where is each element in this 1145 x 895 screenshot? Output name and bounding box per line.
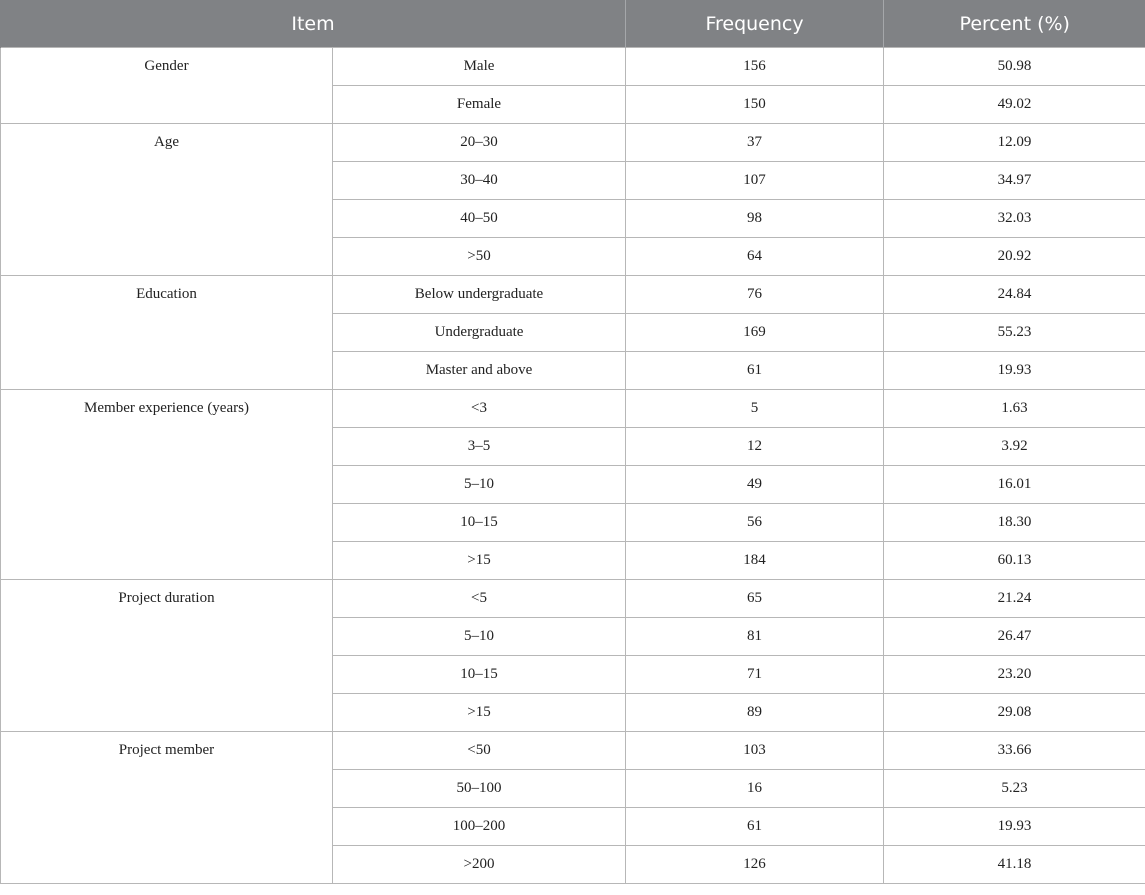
frequency-cell: 126 bbox=[626, 846, 884, 884]
table-row bbox=[1, 48, 1145, 86]
frequency-cell: 184 bbox=[626, 542, 884, 580]
frequency-cell: 156 bbox=[626, 48, 884, 86]
percent-cell: 55.23 bbox=[884, 314, 1145, 352]
percent-cell: 49.02 bbox=[884, 86, 1145, 124]
percent-cell: 16.01 bbox=[884, 466, 1145, 504]
subcategory-cell: 50–100 bbox=[333, 770, 626, 808]
subcategory-cell: Master and above bbox=[333, 352, 626, 390]
subcategory-cell: 5–10 bbox=[333, 466, 626, 504]
frequency-cell: 71 bbox=[626, 656, 884, 694]
frequency-cell: 61 bbox=[626, 808, 884, 846]
frequency-cell: 56 bbox=[626, 504, 884, 542]
subcategory-cell: <5 bbox=[333, 580, 626, 618]
table-row bbox=[1, 732, 1145, 770]
frequency-cell: 76 bbox=[626, 276, 884, 314]
frequency-cell: 49 bbox=[626, 466, 884, 504]
subcategory-cell: 20–30 bbox=[333, 124, 626, 162]
frequency-cell: 103 bbox=[626, 732, 884, 770]
subcategory-cell: 3–5 bbox=[333, 428, 626, 466]
subcategory-cell: >15 bbox=[333, 694, 626, 732]
percent-cell: 1.63 bbox=[884, 390, 1145, 428]
table-row bbox=[1, 390, 1145, 428]
subcategory-cell: >200 bbox=[333, 846, 626, 884]
percent-cell: 29.08 bbox=[884, 694, 1145, 732]
frequency-cell: 61 bbox=[626, 352, 884, 390]
percent-cell: 34.97 bbox=[884, 162, 1145, 200]
frequency-cell: 89 bbox=[626, 694, 884, 732]
frequency-cell: 98 bbox=[626, 200, 884, 238]
subcategory-cell: Undergraduate bbox=[333, 314, 626, 352]
frequency-cell: 5 bbox=[626, 390, 884, 428]
percent-cell: 18.30 bbox=[884, 504, 1145, 542]
frequency-cell: 16 bbox=[626, 770, 884, 808]
subcategory-cell: 10–15 bbox=[333, 504, 626, 542]
percent-cell: 20.92 bbox=[884, 238, 1145, 276]
column-header-frequency: Frequency bbox=[626, 0, 884, 48]
frequency-cell: 107 bbox=[626, 162, 884, 200]
frequency-cell: 150 bbox=[626, 86, 884, 124]
percent-cell: 60.13 bbox=[884, 542, 1145, 580]
subcategory-cell: 5–10 bbox=[333, 618, 626, 656]
subcategory-cell: Female bbox=[333, 86, 626, 124]
table-header bbox=[1, 0, 1145, 48]
percent-cell: 41.18 bbox=[884, 846, 1145, 884]
subcategory-cell: <50 bbox=[333, 732, 626, 770]
category-cell: Project duration bbox=[1, 580, 333, 732]
percent-cell: 26.47 bbox=[884, 618, 1145, 656]
percent-cell: 3.92 bbox=[884, 428, 1145, 466]
subcategory-cell: 10–15 bbox=[333, 656, 626, 694]
frequency-cell: 64 bbox=[626, 238, 884, 276]
category-cell: Age bbox=[1, 124, 333, 276]
percent-cell: 33.66 bbox=[884, 732, 1145, 770]
category-cell: Member experience (years) bbox=[1, 390, 333, 580]
percent-cell: 19.93 bbox=[884, 352, 1145, 390]
subcategory-cell: 100–200 bbox=[333, 808, 626, 846]
percent-cell: 5.23 bbox=[884, 770, 1145, 808]
category-cell: Project member bbox=[1, 732, 333, 884]
percent-cell: 24.84 bbox=[884, 276, 1145, 314]
percent-cell: 32.03 bbox=[884, 200, 1145, 238]
frequency-cell: 37 bbox=[626, 124, 884, 162]
frequency-cell: 65 bbox=[626, 580, 884, 618]
table-row bbox=[1, 124, 1145, 162]
frequency-cell: 81 bbox=[626, 618, 884, 656]
frequency-cell: 12 bbox=[626, 428, 884, 466]
subcategory-cell: Below undergraduate bbox=[333, 276, 626, 314]
category-cell: Education bbox=[1, 276, 333, 390]
subcategory-cell: Male bbox=[333, 48, 626, 86]
subcategory-cell: 30–40 bbox=[333, 162, 626, 200]
subcategory-cell: >50 bbox=[333, 238, 626, 276]
subcategory-cell: <3 bbox=[333, 390, 626, 428]
subcategory-cell: >15 bbox=[333, 542, 626, 580]
percent-cell: 21.24 bbox=[884, 580, 1145, 618]
table-row bbox=[1, 276, 1145, 314]
column-header-item: Item bbox=[1, 0, 626, 48]
percent-cell: 23.20 bbox=[884, 656, 1145, 694]
category-cell: Gender bbox=[1, 48, 333, 124]
frequency-cell: 169 bbox=[626, 314, 884, 352]
percent-cell: 12.09 bbox=[884, 124, 1145, 162]
table-row bbox=[1, 580, 1145, 618]
percent-cell: 50.98 bbox=[884, 48, 1145, 86]
table-body bbox=[1, 48, 1145, 884]
header-row bbox=[1, 0, 1145, 48]
percent-cell: 19.93 bbox=[884, 808, 1145, 846]
column-header-percent: Percent (%) bbox=[884, 0, 1145, 48]
subcategory-cell: 40–50 bbox=[333, 200, 626, 238]
